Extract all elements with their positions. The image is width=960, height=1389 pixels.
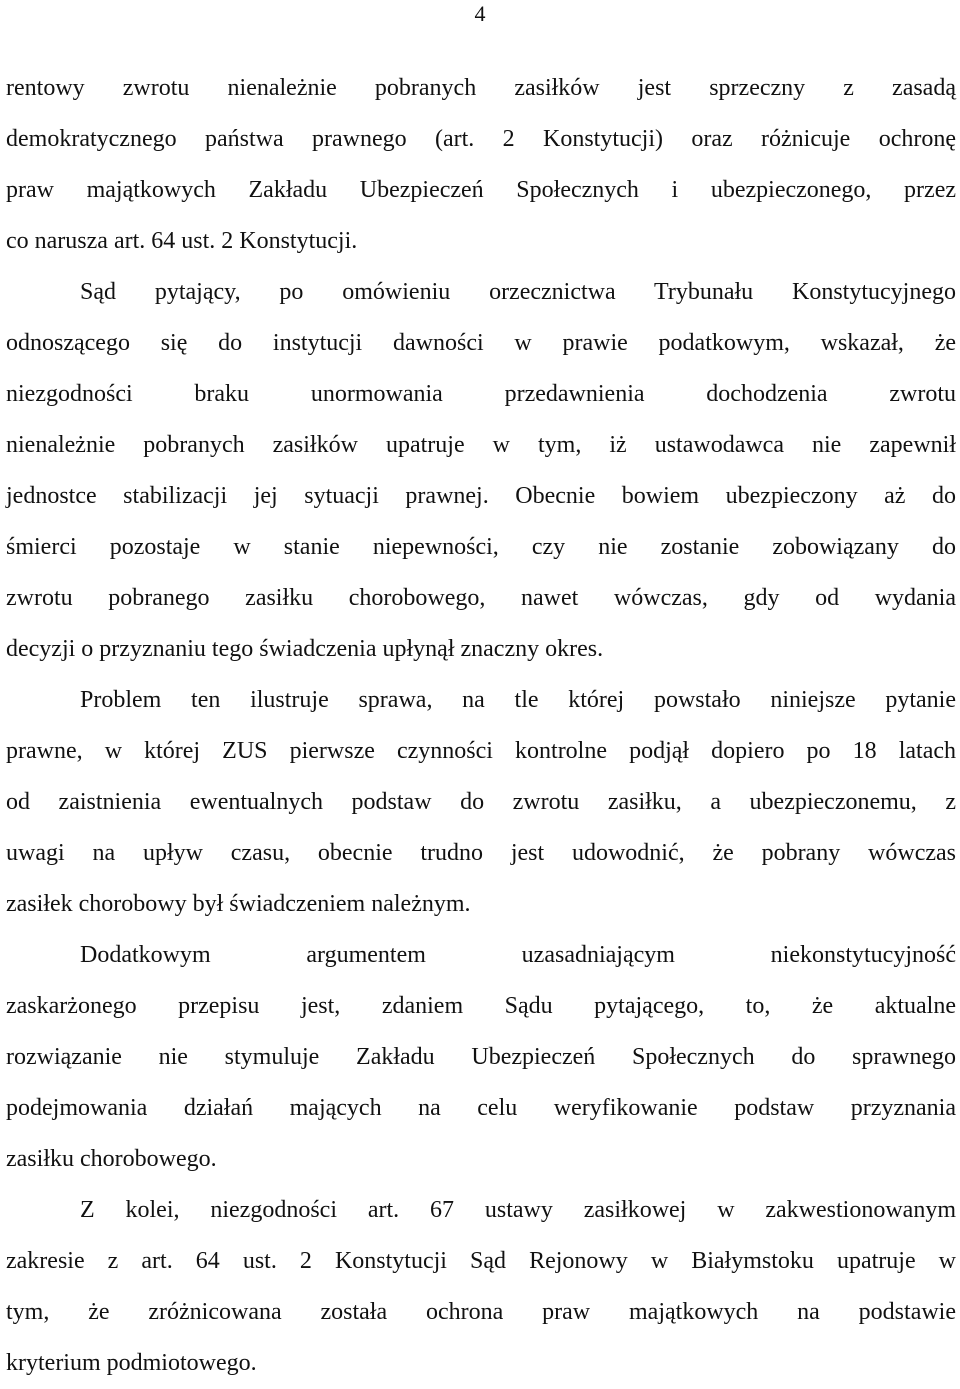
- text-line: podejmowania działań mających na celu weryfikowanie podstaw przyznania: [6, 1095, 956, 1121]
- text-line: Dodatkowym argumentem uzasadniającym niekonstytucyjność: [80, 942, 956, 968]
- text-line: odnoszącego się do instytucji dawności w prawie podatkowym, wskazał, że: [6, 330, 956, 356]
- text-line: niezgodności braku unormowania przedawnienia dochodzenia zwrotu: [6, 381, 956, 407]
- text-line: Sąd pytający, po omówieniu orzecznictwa Trybunału Konstytucyjnego: [80, 279, 956, 305]
- text-line: zasiłku chorobowego.: [6, 1146, 217, 1172]
- text-line: rentowy zwrotu nienależnie pobranych zasiłków jest sprzeczny z zasadą: [6, 75, 956, 101]
- text-line: zaskarżonego przepisu jest, zdaniem Sądu pytającego, to, że aktualne: [6, 993, 956, 1019]
- text-line: co narusza art. 64 ust. 2 Konstytucji.: [6, 228, 358, 254]
- text-line: zwrotu pobranego zasiłku chorobowego, nawet wówczas, gdy od wydania: [6, 585, 956, 611]
- text-line: Problem ten ilustruje sprawa, na tle której powstało niniejsze pytanie: [80, 687, 956, 713]
- text-line: uwagi na upływ czasu, obecnie trudno jest udowodnić, że pobrany wówczas: [6, 840, 956, 866]
- text-line: kryterium podmiotowego.: [6, 1350, 257, 1376]
- document-body: [6, 63, 956, 1389]
- text-line: demokratycznego państwa prawnego (art. 2 Konstytucji) oraz różnicuje ochronę: [6, 126, 956, 152]
- text-line: praw majątkowych Zakładu Ubezpieczeń Społecznych i ubezpieczonego, przez: [6, 177, 956, 203]
- text-line: od zaistnienia ewentualnych podstaw do zwrotu zasiłku, a ubezpieczonemu, z: [6, 789, 956, 815]
- text-line: zasiłek chorobowy był świadczeniem należnym.: [6, 891, 471, 917]
- text-line: zakresie z art. 64 ust. 2 Konstytucji Sąd Rejonowy w Białymstoku upatruje w: [6, 1248, 956, 1274]
- text-line: nienależnie pobranych zasiłków upatruje w tym, iż ustawodawca nie zapewnił: [6, 432, 956, 458]
- text-line: Z kolei, niezgodności art. 67 ustawy zasiłkowej w zakwestionowanym: [80, 1197, 956, 1223]
- text-line: rozwiązanie nie stymuluje Zakładu Ubezpieczeń Społecznych do sprawnego: [6, 1044, 956, 1070]
- text-line: tym, że zróżnicowana została ochrona praw majątkowych na podstawie: [6, 1299, 956, 1325]
- text-line: decyzji o przyznaniu tego świadczenia upłynął znaczny okres.: [6, 636, 604, 662]
- text-line: śmierci pozostaje w stanie niepewności, czy nie zostanie zobowiązany do: [6, 534, 956, 560]
- text-line: prawne, w której ZUS pierwsze czynności kontrolne podjął dopiero po 18 latach: [6, 738, 956, 764]
- page-number: 4: [474, 1, 486, 26]
- text-line: jednostce stabilizacji jej sytuacji prawnej. Obecnie bowiem ubezpieczony aż do: [6, 483, 956, 509]
